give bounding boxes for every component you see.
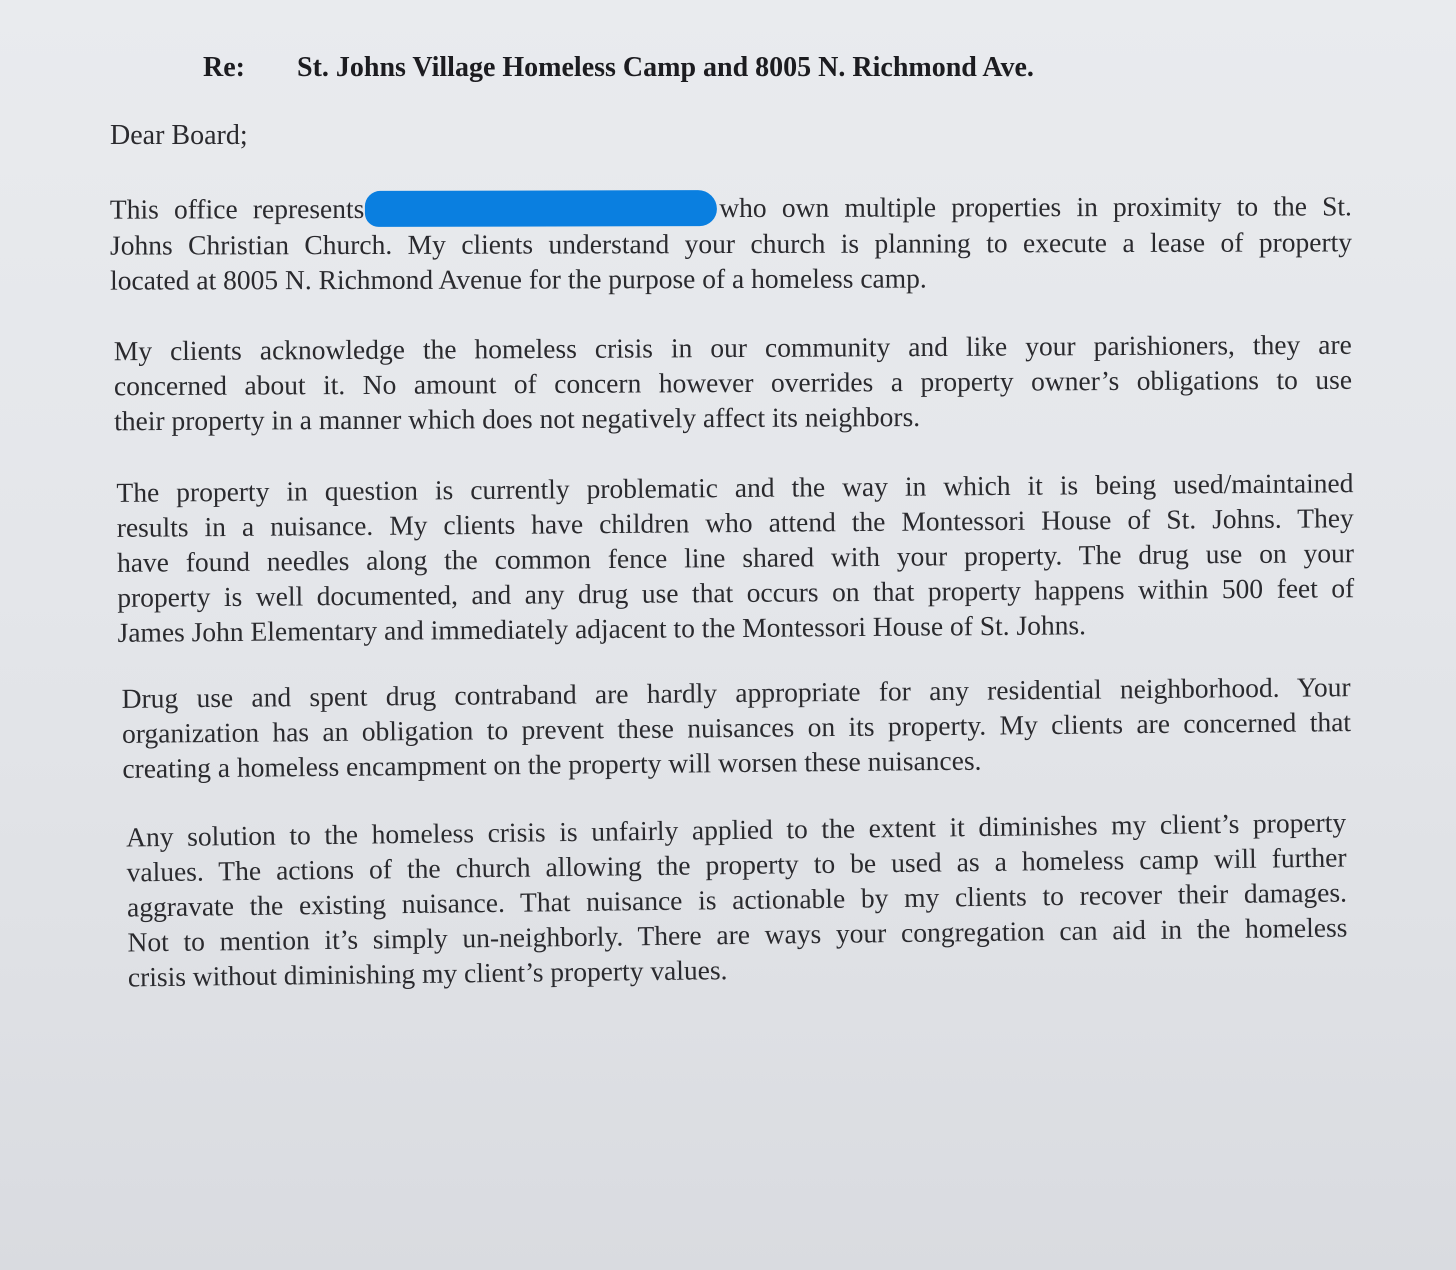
paragraph-2-line: their property in a manner which does not negatively affect its neighbors. bbox=[114, 401, 921, 437]
paragraph-5-line: Not to mention it’s simply un-neighborly. There are ways your congregation can aid in the homeless bbox=[127, 911, 1348, 958]
paragraph-5 bbox=[126, 805, 1348, 995]
paragraph-5-line: aggravate the existing nuisance. That nuisance is actionable by my clients to recover their damages. bbox=[126, 876, 1348, 923]
paragraph-1 bbox=[110, 188, 1352, 297]
re-label: Re: bbox=[203, 52, 245, 83]
paragraph-4 bbox=[122, 669, 1352, 786]
salutation: Dear Board; bbox=[110, 120, 248, 151]
paragraph-4-line: Drug use and spent drug contraband are hardly appropriate for any residential neighborhood. Your bbox=[121, 671, 1351, 714]
paragraph-3 bbox=[116, 465, 1354, 650]
paragraph-2-line: concerned about it. No amount of concern however overrides a property owner’s obligations to use bbox=[113, 363, 1353, 402]
paragraph-4-line: organization has an obligation to prevent these nuisances on its property. My clients are concerned that bbox=[121, 706, 1352, 749]
paragraph-1-line-1 bbox=[110, 188, 1352, 227]
re-subject: St. Johns Village Homeless Camp and 8005 N. Richmond Ave. bbox=[297, 52, 1034, 83]
paragraph-4-line: creating a homeless encampment on the property will worsen these nuisances. bbox=[122, 744, 982, 784]
paragraph-3-line: The property in question is currently problematic and the way in which it is being used/maintained bbox=[116, 467, 1354, 508]
paragraph-3-line: results in a nuisance. My clients have children who attend the Montessori House of St. Johns. They bbox=[116, 502, 1354, 543]
paragraph-2 bbox=[114, 327, 1353, 438]
paragraph-1-line-3: located at 8005 N. Richmond Avenue for the purpose of a homeless camp. bbox=[110, 262, 927, 296]
subject-line bbox=[203, 52, 1034, 84]
paragraph-1-line-2: Johns Christian Church. My clients understand your church is planning to execute a lease of property bbox=[109, 226, 1353, 261]
paragraph-2-line: My clients acknowledge the homeless crisis in our community and like your parishioners, they are bbox=[113, 328, 1352, 367]
paragraph-3-line: property is well documented, and any drug use that occurs on that property happens within 500 feet of bbox=[117, 572, 1355, 613]
paragraph-5-line: values. The actions of the church allowing the property to be used as a homeless camp will further bbox=[126, 841, 1347, 888]
line-text: who own multiple properties in proximity to the St. bbox=[719, 190, 1352, 224]
paragraph-5-line: crisis without diminishing my client’s property values. bbox=[127, 954, 728, 993]
line-text: This office represents bbox=[109, 192, 365, 225]
paragraph-3-line: James John Elementary and immediately adjacent to the Montessori House of St. Johns. bbox=[117, 609, 1087, 648]
paragraph-5-line: Any solution to the homeless crisis is unfairly applied to the extent it diminishes my client’s property bbox=[126, 806, 1347, 853]
redaction-mark bbox=[365, 190, 717, 227]
paragraph-3-line: have found needles along the common fence line shared with your property. The drug use on your bbox=[116, 537, 1355, 578]
